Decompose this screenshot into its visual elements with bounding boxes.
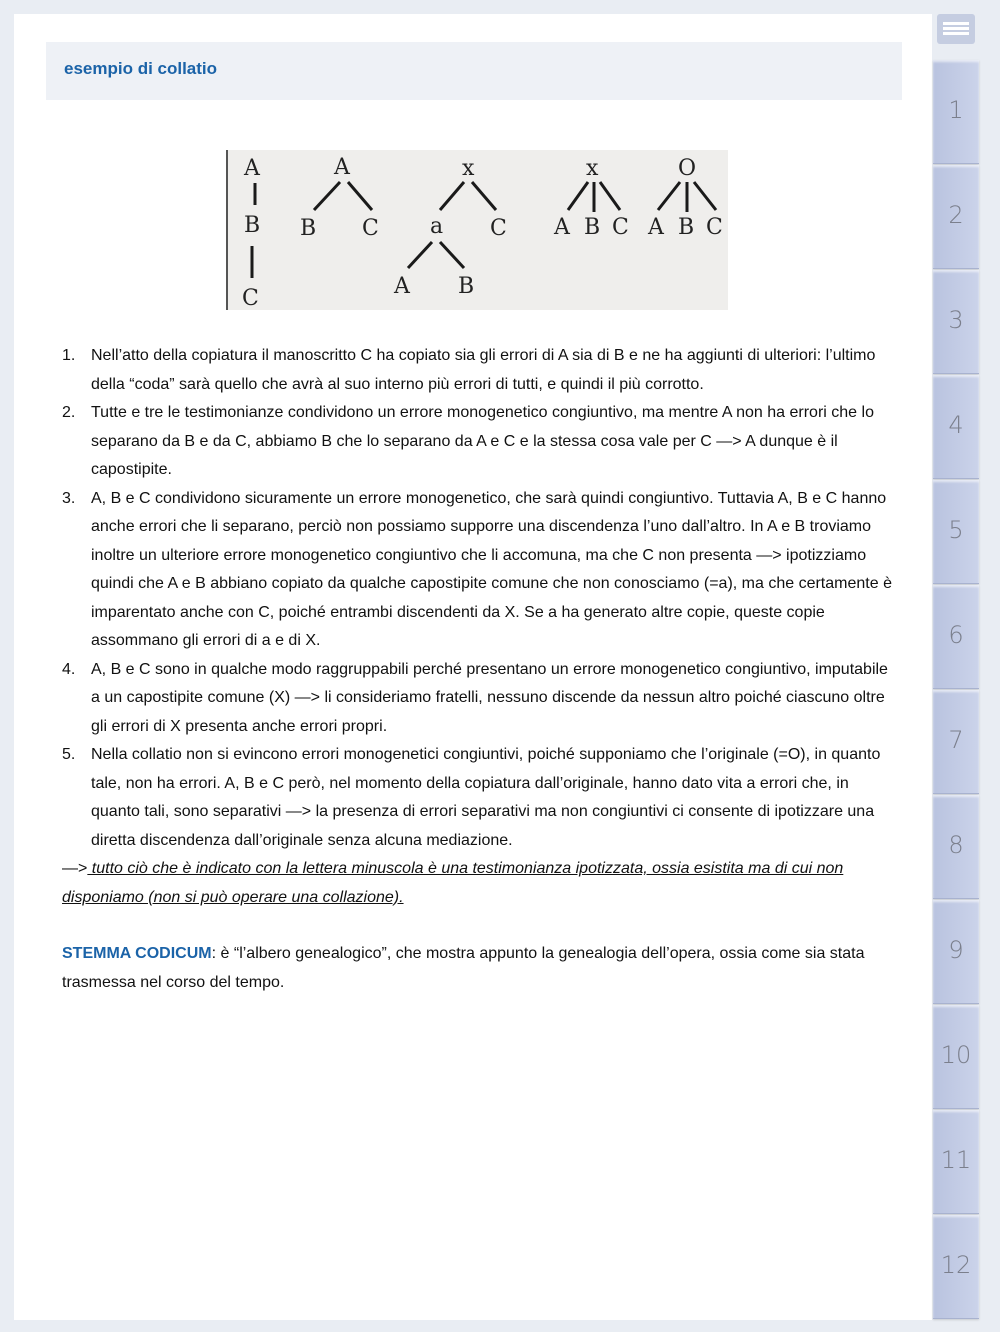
diagram-label: C [706, 215, 723, 240]
page-tab-6[interactable] [933, 585, 979, 689]
list-item [62, 399, 892, 485]
list-item [62, 485, 892, 656]
diagram-label: C [612, 215, 629, 240]
tab-label: 12 [940, 1251, 972, 1279]
tab-label: 10 [940, 1041, 972, 1069]
diagram-label: B [300, 216, 317, 241]
tab-label: 8 [948, 831, 964, 859]
diagram-label: A [648, 215, 664, 240]
tab-label: 2 [948, 201, 964, 229]
item-text: Tutte e tre le testimonianze condividono un errore monogenetico congiuntivo, ma mentre A non ha errori che lo separano da B e da C, abbiamo B che lo separano da A e C e la stessa cosa vale per C —> A dunque è il capostipite. [91, 404, 874, 478]
page-tab-4[interactable] [933, 375, 979, 479]
list-item [62, 656, 892, 742]
stemma-keyword: STEMMA CODICUM [62, 945, 212, 962]
diagram-label: C [242, 286, 259, 310]
note-text: tutto ciò che è indicato con la lettera minuscola è una testimonianza ipotizzata, ossia esistita ma di cui non disponiamo (non si può operare una collazione). [62, 860, 844, 906]
item-text: Nell’atto della copiatura il manoscritto C ha copiato sia gli errori di A sia di B e ne ha aggiunti di ulteriori: l’ultimo della “coda” sarà quello che avrà al suo interno più errori di tutti, e quindi il più corrotto. [91, 347, 876, 393]
diagram-label: x [586, 156, 599, 181]
item-text: A, B e C condividono sicuramente un errore monogenetico, che sarà quindi congiuntivo. Tuttavia A, B e C hanno anche errori che li separano, perciò non possiamo supporre una discendenza l’uno dall’altro. In A e B troviamo inoltre un ulteriore errore monogenetico congiuntivo che li accomuna, ma che C non presenta —> ipotizziamo quindi che A e B abbiano copiato da qualche capostipite comune che non conosciamo (=a), ma che certamente è imparentato anche con C, poiché entrambi discendenti da X. Se a ha generato altre copie, queste copie assommano gli errori di a e di X. [91, 489, 892, 649]
page-tab-5[interactable] [933, 480, 979, 584]
page-tab-3[interactable] [933, 270, 979, 374]
diagram-label: O [678, 156, 697, 181]
diagram-label: a [430, 214, 444, 239]
diagram-label: A [554, 215, 570, 240]
diagram-label: B [584, 215, 601, 240]
diagram-label: C [490, 216, 507, 241]
item-number: 3. [62, 489, 76, 507]
diagram-label: A [244, 156, 260, 181]
tab-label: 11 [940, 1146, 972, 1174]
note-arrow: —> [62, 860, 88, 877]
page-tab-7[interactable] [933, 690, 979, 794]
list-item [62, 342, 892, 399]
section-title: esempio di collatio [64, 59, 218, 78]
tab-label: 4 [948, 411, 964, 439]
item-number: 4. [62, 660, 76, 678]
diagram-label: B [458, 274, 475, 299]
body-text [62, 342, 892, 1013]
item-text: Nella collatio non si evincono errori monogenetici congiuntivi, poiché supponiamo che l’originale (=O), in quanto tale, non ha errori. A, B e C però, nel momento della copiatura dall’originale, hanno dato vita a errori che, in quanto tali, sono separativi —> la presenza di errori separativi ma non congiuntivi ci consente di ipotizzare una diretta discendenza dall’originale senza alcuna mediazione. [91, 746, 881, 849]
page-tab-8[interactable] [933, 795, 979, 899]
item-number: 2. [62, 404, 76, 421]
tab-label: 7 [948, 726, 964, 754]
menu-icon[interactable] [937, 14, 975, 44]
note-paragraph [62, 855, 892, 912]
stemma-diagram-image [226, 150, 728, 310]
page-tab-10[interactable] [933, 1005, 979, 1109]
list-item [62, 741, 892, 855]
diagram-label: B [244, 213, 261, 238]
diagram-label: x [462, 156, 475, 181]
page-tab-12[interactable] [933, 1215, 979, 1319]
item-number: 5. [62, 746, 76, 763]
stemma-paragraph [62, 940, 892, 997]
page-tab-9[interactable] [933, 900, 979, 1004]
tab-label: 5 [948, 516, 964, 544]
page-tab-2[interactable] [933, 165, 979, 269]
tab-label: 3 [948, 306, 964, 334]
document-page [14, 14, 932, 1320]
diagram-label: A [394, 274, 410, 299]
section-header [46, 42, 902, 100]
item-text: A, B e C sono in qualche modo raggruppabili perché presentano un errore monogenetico congiuntivo, imputabile a un capostipite comune (X) —> li consideriamo fratelli, nessuno discende da nessun altro poiché ciascuno oltre gli errori di X presenta anche errori propri. [91, 660, 888, 735]
diagram-label: B [678, 215, 695, 240]
item-number: 1. [62, 347, 76, 364]
page-tab-1[interactable] [933, 60, 979, 164]
tab-label: 6 [948, 621, 964, 649]
explanation-list [62, 342, 892, 855]
page-tabs-sidebar [933, 14, 979, 1320]
stemma-text: : è “l’albero genealogico”, che mostra appunto la genealogia dell’opera, ossia come sia stata trasmessa nel corso del tempo. [62, 945, 865, 991]
page-tab-11[interactable] [933, 1110, 979, 1214]
tab-label: 9 [948, 936, 964, 964]
diagram-label: A [334, 155, 350, 180]
tab-label: 1 [948, 96, 964, 124]
diagram-label: C [362, 216, 379, 241]
